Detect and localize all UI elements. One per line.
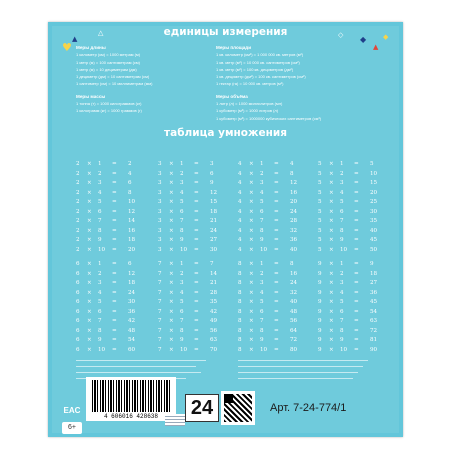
multiplication-row: 5 × 8 = 40	[318, 227, 378, 234]
age-rating-badge: 6+	[62, 422, 82, 434]
multiplication-row: 3 × 7 = 21	[158, 218, 218, 224]
multiplication-row: 5 × 3 = 15	[318, 180, 378, 186]
length-line: 1 метр (м) = 100 сантиметрам (см)	[76, 59, 141, 65]
barcode-icon	[86, 377, 176, 421]
multiplication-row: 4 × 1 = 4	[238, 161, 294, 167]
length-line: 1 дециметр (дм) = 10 сантиметрам (см)	[76, 74, 150, 80]
sheet-count-box: 24	[185, 394, 219, 422]
multiplication-row: 2 × 10 = 20	[76, 246, 136, 253]
multiplication-row: 4 × 2 = 8	[238, 170, 294, 177]
multiplication-row: 9 × 3 = 27	[318, 280, 378, 286]
mass-heading: Меры массы	[76, 93, 106, 99]
multiplication-row: 6 × 7 = 42	[76, 318, 136, 324]
multiplication-row: 8 × 10 = 80	[238, 346, 298, 353]
multiplication-row: 7 × 2 = 14	[158, 270, 218, 277]
barcode-lines	[92, 380, 170, 412]
multiplication-row: 7 × 1 = 7	[158, 261, 214, 267]
multiplication-row: 8 × 5 = 40	[238, 299, 298, 305]
multiplication-row: 3 × 1 = 3	[158, 161, 214, 167]
multiplication-row: 3 × 9 = 27	[158, 237, 218, 243]
multiplication-row: 8 × 7 = 56	[238, 318, 298, 324]
multiplication-row: 7 × 5 = 35	[158, 299, 218, 305]
area-line: 1 кв. метр (м²) = 100 кв. дециметров (дм²)	[216, 66, 294, 72]
multiplication-block	[318, 260, 390, 355]
multiplication-row: 5 × 7 = 35	[318, 218, 378, 224]
multiplication-row: 6 × 5 = 30	[76, 299, 136, 305]
multiplication-row: 9 × 10 = 90	[318, 346, 378, 353]
multiplication-row: 3 × 3 = 9	[158, 180, 214, 186]
mass-line: 1 тонна (т) = 1000 килограммов (кг)	[76, 101, 142, 107]
multiplication-row: 4 × 5 = 20	[238, 199, 298, 205]
multiplication-block	[318, 160, 390, 255]
multiplication-row: 8 × 8 = 64	[238, 327, 298, 334]
multiplication-row: 9 × 8 = 72	[318, 327, 378, 334]
multiplication-block	[238, 260, 310, 355]
eac-mark: EAC	[63, 406, 81, 415]
multiplication-row: 7 × 9 = 63	[158, 337, 218, 343]
triangle-decoration: ▲	[72, 35, 78, 43]
multiplication-row: 4 × 6 = 24	[238, 208, 298, 215]
multiplication-row: 4 × 7 = 28	[238, 218, 298, 224]
multiplication-row: 9 × 2 = 18	[318, 270, 378, 277]
multiplication-row: 7 × 6 = 42	[158, 308, 218, 315]
multiplication-row: 8 × 3 = 24	[238, 280, 298, 286]
multiplication-row: 7 × 7 = 49	[158, 318, 218, 324]
diamond-decoration: ◆	[383, 33, 389, 41]
multiplication-row: 8 × 1 = 8	[238, 261, 294, 267]
multiplication-row: 2 × 7 = 14	[76, 218, 136, 224]
multiplication-title: таблица умножения	[164, 127, 287, 139]
multiplication-row: 2 × 2 = 4	[76, 170, 132, 177]
multiplication-row: 8 × 2 = 16	[238, 270, 298, 277]
area-line: 1 кв. метр (м²) = 10 000 кв. сантиметров (см²)	[216, 59, 300, 65]
diamond-decoration: ◇	[338, 31, 344, 39]
multiplication-row: 6 × 9 = 54	[76, 337, 136, 343]
volume-heading: Меры объёма	[216, 93, 248, 99]
multiplication-row: 3 × 6 = 18	[158, 208, 218, 215]
mass-line: 1 килограмм (кг) = 1000 граммов (г)	[76, 108, 142, 114]
qr-code-icon	[221, 391, 255, 425]
multiplication-row: 4 × 3 = 12	[238, 180, 298, 186]
volume-line: 1 кубометр (м³) = 1000000 кубических сантиметров (см³)	[216, 115, 322, 121]
multiplication-row: 7 × 4 = 28	[158, 289, 218, 296]
length-line: 1 километр (км) = 1000 метрам (м)	[76, 52, 141, 58]
multiplication-row: 9 × 1 = 9	[318, 261, 374, 267]
multiplication-row: 3 × 8 = 24	[158, 227, 218, 234]
barcode-number: 4 606016 428638	[103, 413, 158, 420]
multiplication-row: 6 × 2 = 12	[76, 270, 136, 277]
triangle-decoration: ▲	[373, 43, 379, 51]
area-heading: Меры площади	[216, 45, 252, 50]
multiplication-row: 3 × 5 = 15	[158, 199, 218, 205]
multiplication-row: 9 × 6 = 54	[318, 308, 378, 315]
multiplication-row: 2 × 3 = 6	[76, 180, 132, 186]
length-line: 1 сантиметр (см) = 10 миллиметрам (мм)	[76, 81, 153, 87]
multiplication-row: 4 × 4 = 16	[238, 189, 298, 196]
multiplication-block	[158, 260, 230, 355]
multiplication-table	[48, 22, 403, 352]
multiplication-row: 6 × 3 = 18	[76, 280, 136, 286]
multiplication-block	[158, 160, 230, 255]
diamond-decoration: ◆	[360, 35, 367, 44]
multiplication-row: 3 × 2 = 6	[158, 170, 214, 177]
multiplication-row: 2 × 4 = 8	[76, 189, 132, 196]
multiplication-row: 5 × 2 = 10	[318, 170, 378, 177]
multiplication-row: 6 × 6 = 36	[76, 308, 136, 315]
imprint-right	[238, 357, 378, 382]
area-line: 1 кв. километр (км²) = 1 000 000 кв. метров (м²)	[216, 52, 304, 58]
multiplication-row: 7 × 3 = 21	[158, 280, 218, 286]
multiplication-row: 6 × 8 = 48	[76, 327, 136, 334]
multiplication-row: 3 × 10 = 30	[158, 246, 218, 253]
heart-icon: ♥	[62, 41, 72, 54]
multiplication-row: 8 × 4 = 32	[238, 289, 298, 296]
multiplication-row: 2 × 8 = 16	[76, 227, 136, 234]
multiplication-row: 2 × 5 = 10	[76, 199, 136, 205]
multiplication-row: 9 × 4 = 36	[318, 289, 378, 296]
multiplication-row: 9 × 5 = 45	[318, 299, 378, 305]
article-number: Арт. 7-24-774/1	[270, 402, 347, 414]
multiplication-row: 5 × 6 = 30	[318, 208, 378, 215]
multiplication-row: 5 × 5 = 25	[318, 199, 378, 205]
length-line: 1 метр (м) = 10 дециметрам (дм)	[76, 66, 137, 72]
notebook-cover	[48, 22, 403, 437]
multiplication-row: 5 × 10 = 50	[318, 246, 378, 253]
multiplication-row: 9 × 9 = 81	[318, 337, 378, 343]
multiplication-row: 3 × 4 = 12	[158, 189, 218, 196]
triangle-decoration: △	[98, 29, 104, 37]
volume-line: 1 кубометр (м³) = 1000 литров (л)	[216, 108, 279, 114]
multiplication-row: 5 × 1 = 5	[318, 161, 374, 167]
multiplication-row: 5 × 4 = 20	[318, 189, 378, 196]
qr-code-pattern	[224, 394, 252, 422]
length-heading: Меры длины	[76, 45, 106, 50]
multiplication-block	[76, 260, 148, 355]
multiplication-row: 2 × 1 = 2	[76, 161, 132, 167]
multiplication-row: 6 × 4 = 24	[76, 289, 136, 296]
multiplication-row: 2 × 6 = 12	[76, 208, 136, 215]
multiplication-row: 7 × 8 = 56	[158, 327, 218, 334]
area-line: 1 кв. дециметр (дм²) = 100 кв. сантиметров (см²)	[216, 74, 306, 80]
multiplication-row: 2 × 9 = 18	[76, 237, 136, 243]
units-title: единицы измерения	[163, 26, 288, 38]
multiplication-row: 8 × 9 = 72	[238, 337, 298, 343]
multiplication-row: 5 × 9 = 45	[318, 237, 378, 243]
multiplication-row: 4 × 10 = 40	[238, 246, 298, 253]
multiplication-block	[238, 160, 310, 255]
multiplication-row: 4 × 8 = 32	[238, 227, 298, 234]
volume-line: 1 литр (л) = 1000 миллилитров (мл)	[216, 101, 283, 107]
multiplication-row: 7 × 10 = 70	[158, 346, 218, 353]
multiplication-row: 4 × 9 = 36	[238, 237, 298, 243]
grid-sample	[165, 414, 185, 426]
multiplication-row: 9 × 7 = 63	[318, 318, 378, 324]
multiplication-row: 6 × 10 = 60	[76, 346, 136, 353]
multiplication-row: 6 × 1 = 6	[76, 261, 132, 267]
multiplication-block	[76, 160, 148, 255]
area-line: 1 гектар (га) = 10 000 кв. метров (м²)	[216, 81, 284, 87]
multiplication-row: 8 × 6 = 48	[238, 308, 298, 315]
